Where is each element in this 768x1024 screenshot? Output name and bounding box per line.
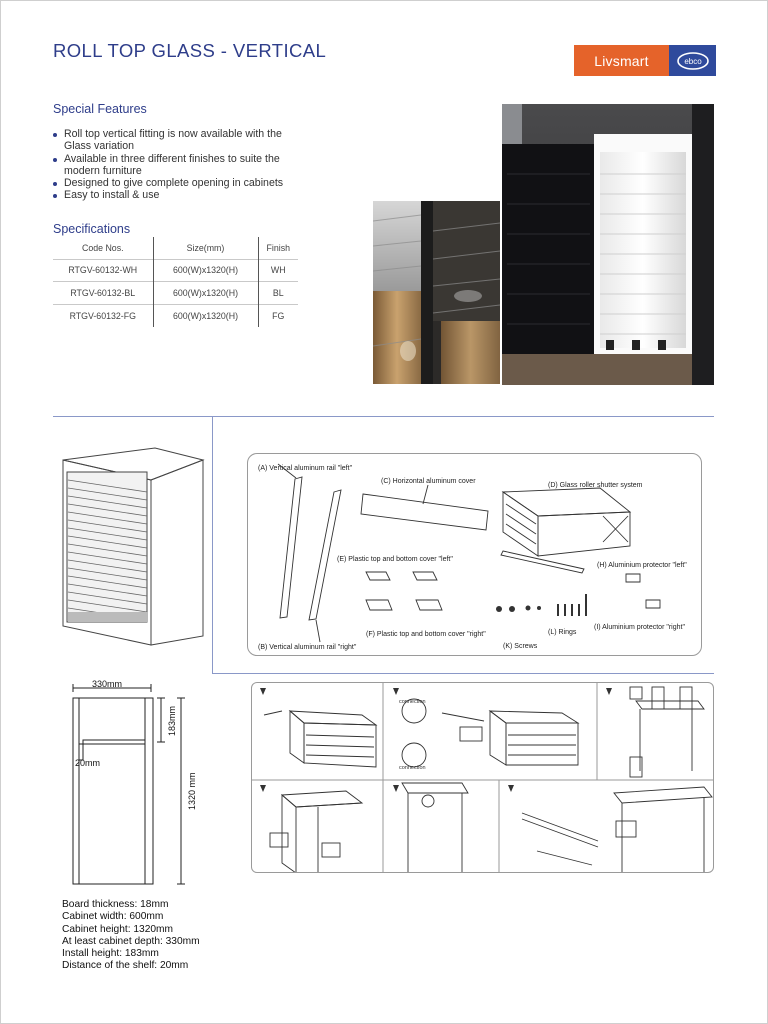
product-photo-glass-interior [373, 201, 500, 384]
note-line: Distance of the shelf: 20mm [62, 960, 189, 972]
section-divider [212, 673, 714, 674]
part-label-a: (A) Vertical aluminum rail "left" [258, 465, 353, 472]
part-label-h: (H) Aluminium protector "left" [597, 562, 687, 569]
size-cell: 600(W)x1320(H) [153, 259, 258, 282]
bullet-icon [53, 194, 57, 198]
bullet-icon [53, 158, 57, 162]
note-line: Cabinet height: 1320mm [62, 923, 173, 935]
feature-item: Available in three different finishes to suite the [53, 153, 353, 165]
install-height-dimension: 183mm [167, 705, 177, 736]
livsmart-logo: Livsmart [574, 45, 669, 76]
part-label-l: (L) Rings [548, 629, 577, 636]
part-label-c: (C) Horizontal aluminum cover [381, 478, 476, 485]
bullet-icon [53, 182, 57, 186]
code-cell: RTGV-60132-WH [53, 259, 153, 282]
finish-cell: WH [258, 259, 298, 282]
shelf-dimension: 20mm [75, 758, 101, 768]
feature-item-continued: modern furniture [64, 164, 142, 177]
page-title: ROLL TOP GLASS - VERTICAL [53, 40, 327, 61]
cabinet-drawing [55, 440, 210, 652]
code-cell: RTGV-60132-BL [53, 282, 153, 305]
part-label-e: (E) Plastic top and bottom cover "left" [337, 556, 453, 563]
specifications-table [53, 237, 298, 327]
note-line: At least cabinet depth: 330mm [62, 935, 200, 947]
part-label-i: (I) Aluminium protector "right" [594, 624, 685, 631]
feature-item: Easy to install & use [53, 189, 353, 201]
table-row [53, 259, 298, 282]
installation-steps-diagram [251, 682, 714, 873]
finish-cell: BL [258, 282, 298, 305]
part-label-d: (D) Glass roller shutter system [548, 482, 643, 489]
installation-notes [62, 899, 200, 973]
connection-label-top: connection [399, 699, 426, 705]
height-dimension: 1320 mm [187, 772, 197, 810]
column-header: Finish [266, 242, 290, 253]
table-row [53, 304, 298, 327]
column-divider [212, 417, 213, 673]
feature-item: Designed to give complete opening in cabinets [53, 177, 353, 189]
section-divider [53, 416, 714, 417]
width-dimension: 330mm [92, 679, 123, 689]
feature-item: Roll top vertical fitting is now available with the [53, 128, 353, 140]
specifications-heading: Specifications [53, 222, 131, 236]
features-list [53, 128, 353, 202]
product-photo-roll-top-cabinet [502, 104, 714, 385]
table-header-row [53, 237, 298, 259]
bullet-icon [53, 133, 57, 137]
size-cell: 600(W)x1320(H) [153, 282, 258, 305]
part-label-k: (K) Screws [503, 643, 538, 650]
part-label-f: (F) Plastic top and bottom cover "right" [366, 631, 486, 638]
table-row [53, 282, 298, 305]
size-cell: 600(W)x1320(H) [153, 304, 258, 327]
ebco-oval-icon [676, 51, 710, 71]
brand-logo [574, 45, 716, 76]
dimension-drawing [55, 678, 215, 890]
column-header: Size(mm) [153, 237, 258, 259]
parts-diagram [247, 453, 702, 656]
finish-cell: FG [258, 304, 298, 327]
note-line: Install height: 183mm [62, 948, 159, 960]
column-header: Code Nos. [53, 237, 153, 259]
connection-label-bottom: connection [399, 765, 426, 771]
special-features-heading: Special Features [53, 102, 147, 116]
code-cell: RTGV-60132-FG [53, 304, 153, 327]
note-line: Cabinet width: 600mm [62, 911, 164, 923]
feature-item-continued: Glass variation [64, 140, 135, 153]
part-label-b: (B) Vertical aluminum rail "right" [258, 644, 357, 651]
ebco-logo [669, 45, 716, 76]
note-line: Board thickness: 18mm [62, 899, 169, 910]
ebco-logo-text: ebco [683, 56, 702, 66]
